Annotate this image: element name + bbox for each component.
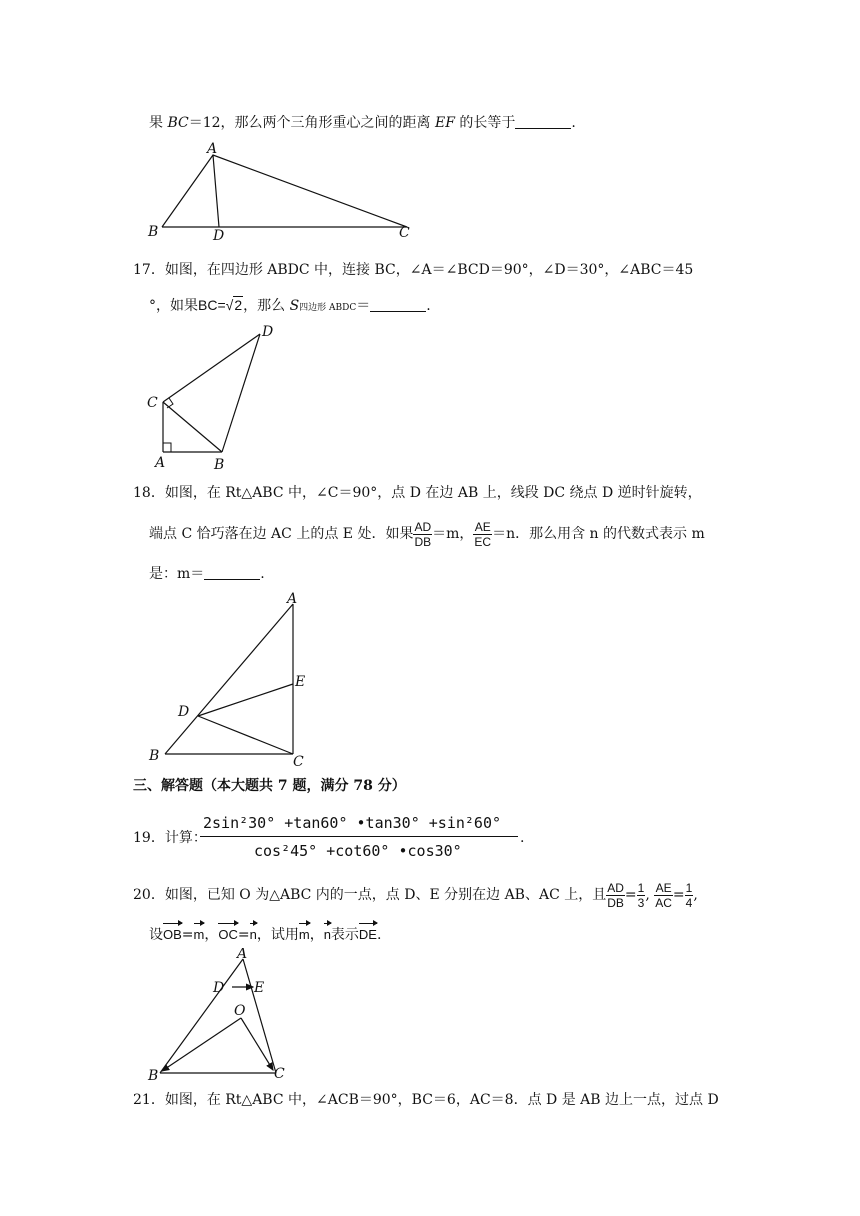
fig18-label-e: E [295,674,306,690]
q19-denominator: cos²45° +cot60° •cos30° [254,842,462,860]
fig17-label-d: D [262,324,274,340]
fig18-label-c: C [293,754,304,768]
q18-line-3: 是：m＝ . [149,566,265,582]
fig16-label-b: B [148,224,159,240]
fig16-label-d: D [213,228,225,244]
fig20-label-o: O [234,1003,246,1019]
q17-line-1: 17．如图，在四边形 ABDC 中，连接 BC，∠A＝∠BCD＝90°，∠D＝30°，∠ABC＝45 [133,262,694,278]
q21-line-1: 21．如图，在 Rt△ABC 中，∠ACB＝90°，BC＝6，AC＝8．点 D 是 AB 边上一点，过点 D [133,1092,719,1108]
fig20-label-e: E [254,980,265,996]
fig17-label-a: A [155,455,166,471]
answer-blank-18[interactable] [204,565,260,580]
q20-line-2: 设OB=m，OC=n，试用m，n表示DE. [149,922,381,945]
q20-line-1: 20．如图，已知 O 为△ABC 内的一点，点 D、E 分别在边 AB、AC 上，且 $\frac{AD}{DB}$ = $\frac{1}{3}$ , $\frac{AE}{AC}$ = $\frac{1}{4}$ , [133,880,698,910]
fig17-label-c: C [147,395,158,411]
figure-20-triangle-vectors [140,948,300,1084]
answer-blank-17[interactable] [370,297,426,312]
q16-text: 果 BC＝12，那么两个三角形重心之间的距离 EF 的长等于 . [149,115,576,131]
figure-16-triangle [140,140,430,245]
answer-blank-16[interactable] [515,114,571,129]
fig17-label-b: B [214,457,225,472]
fig18-label-b: B [149,748,160,764]
figure-17-quadrilateral [140,322,290,472]
figure-18-triangle [140,588,320,768]
fig18-label-a: A [287,591,298,607]
q17-line-2: °，如果BC=√2，那么 S四边形 ABDC＝ . [149,297,431,314]
fig20-label-b: B [148,1068,159,1084]
section-3-heading: 三、解答题（本大题共 7 题，满分 78 分） [133,778,406,794]
q19-label: 19．计算： [133,830,207,846]
q18-line-2: 端点 C 恰巧落在边 AC 上的点 E 处．如果 $\frac{AD}{DB}$ ＝m， $\frac{AE}{EC}$ ＝n．那么用含 n 的代数式表示 m [149,519,705,549]
q19-fraction-bar [200,836,518,837]
fig20-label-a: A [237,948,248,962]
fig16-label-c: C [399,225,410,241]
fig20-label-d: D [213,980,225,996]
fig18-label-d: D [178,704,190,720]
q19-numerator: 2sin²30° +tan60° •tan30° +sin²60° [203,814,502,832]
q19-end: . [520,830,525,846]
q18-line-1: 18．如图，在 Rt△ABC 中，∠C＝90°，点 D 在边 AB 上，线段 DC 绕点 D 逆时针旋转， [133,485,702,501]
fig20-label-c: C [274,1066,285,1082]
fig16-label-a: A [207,141,218,157]
